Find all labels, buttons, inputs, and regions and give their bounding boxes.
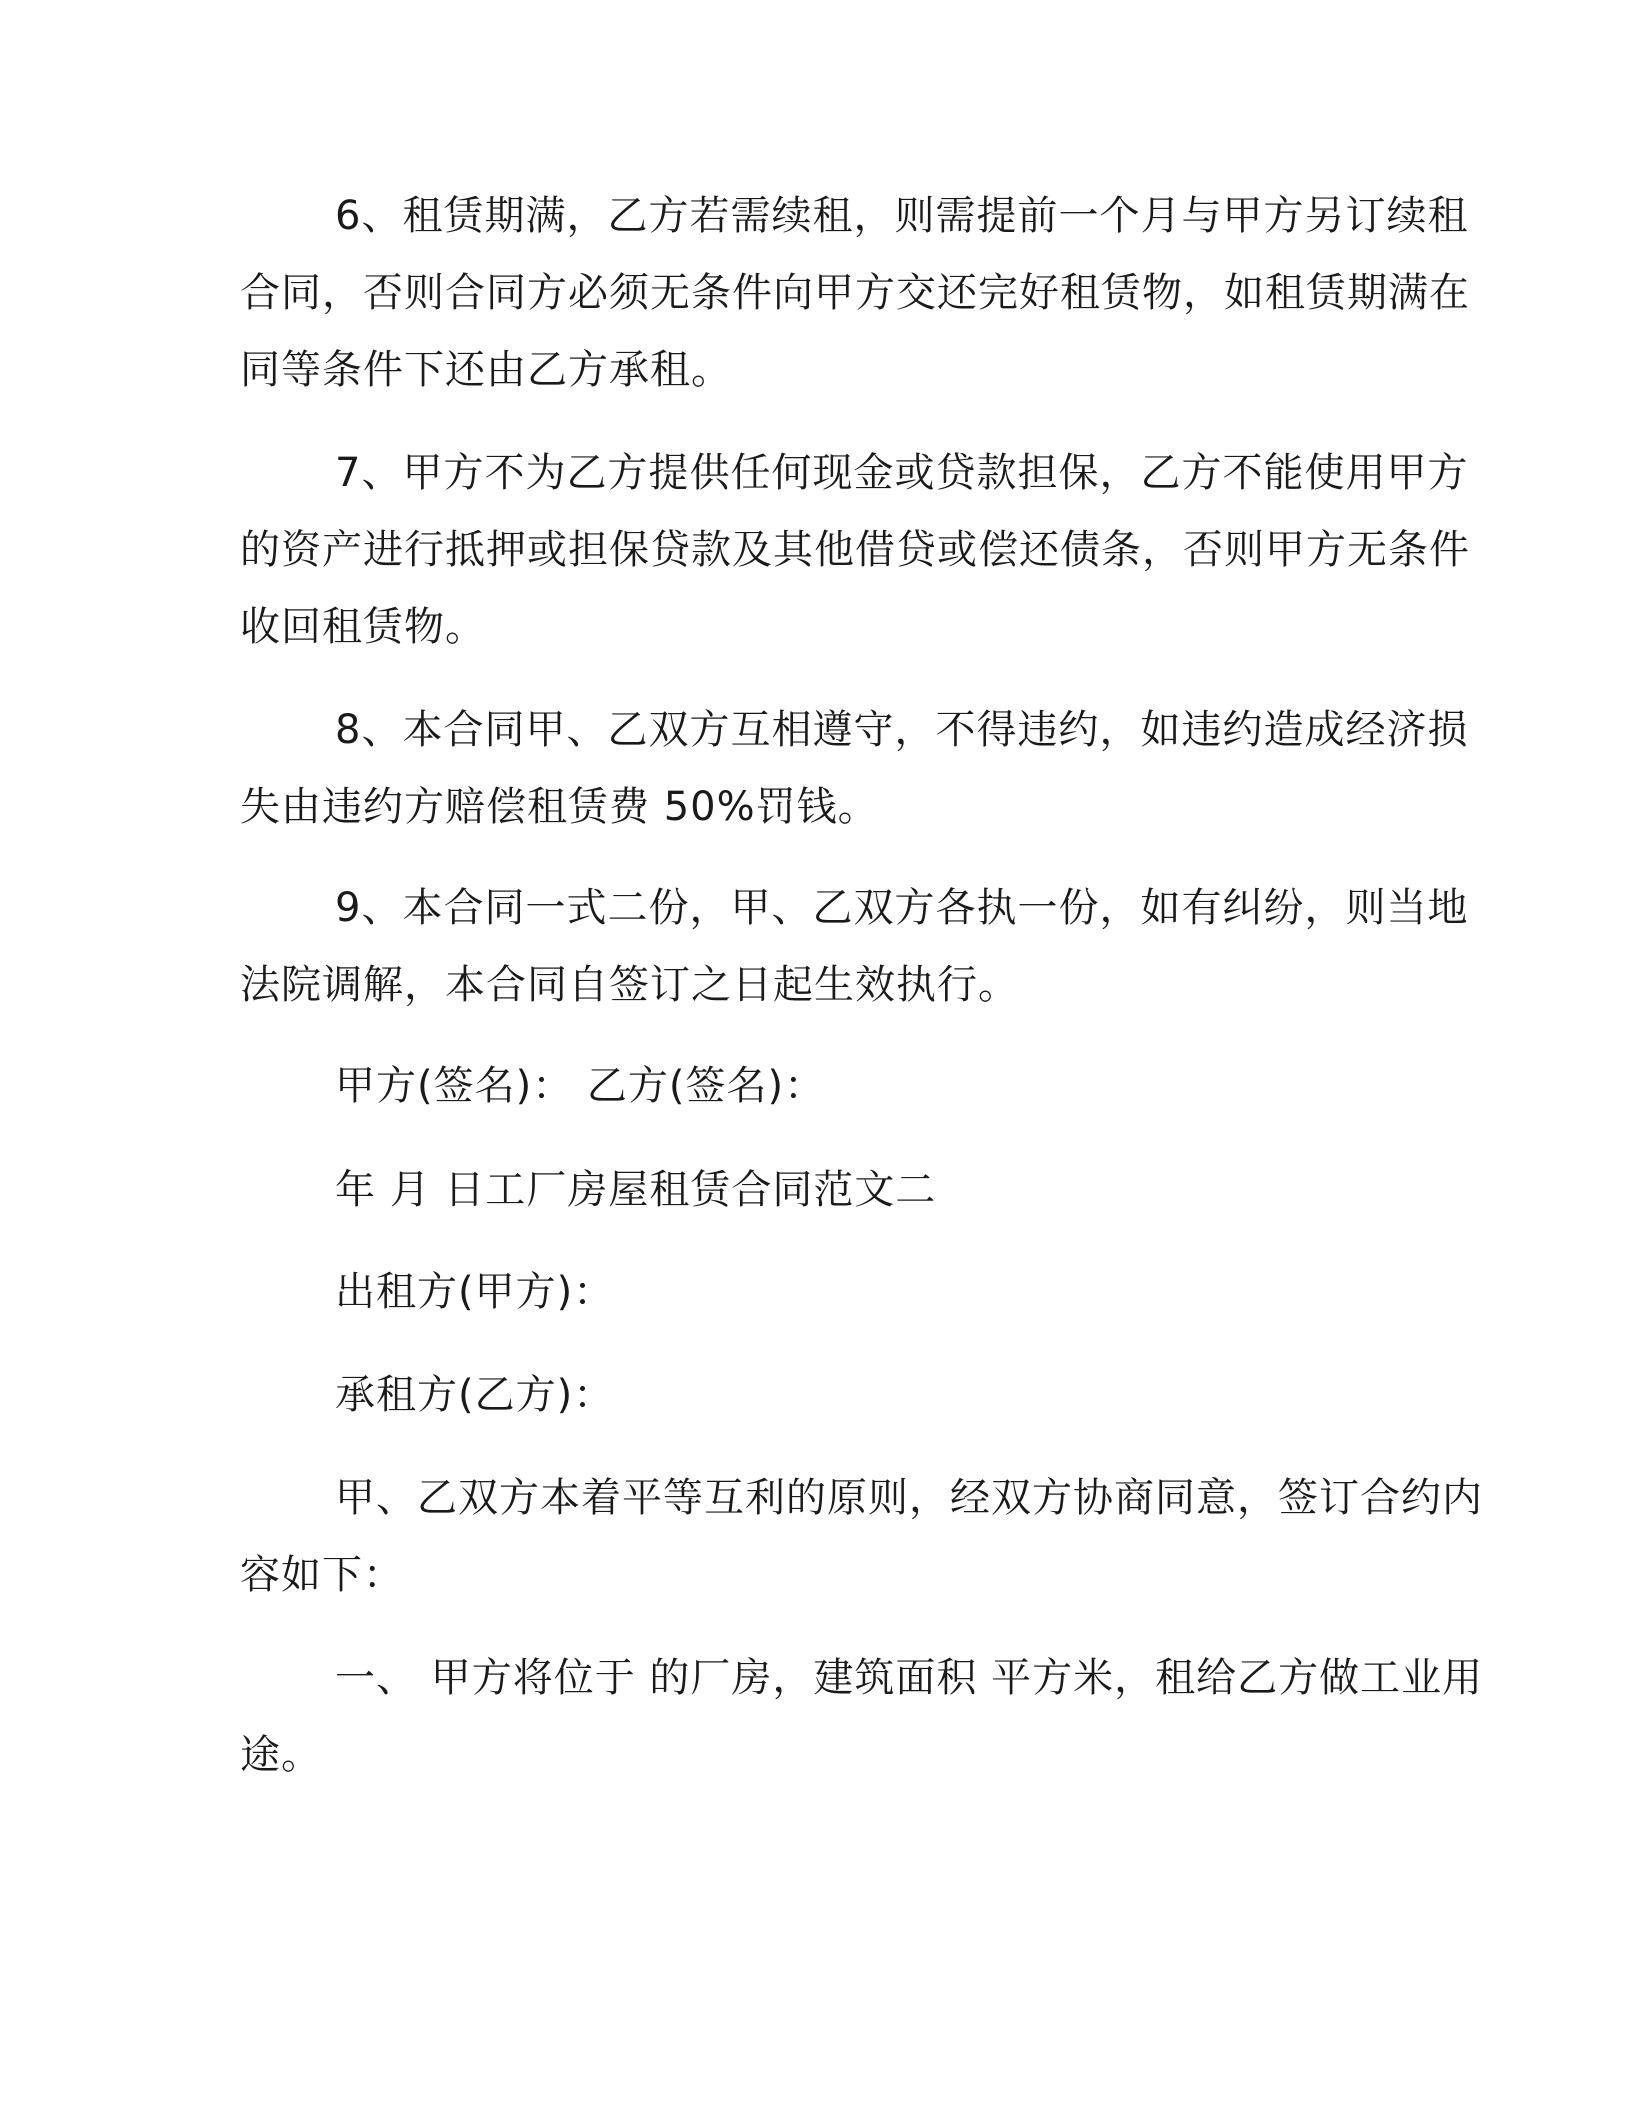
clause-9 <box>240 870 1469 1024</box>
article-1-line-1: 一、 甲方将位于 的厂房，建筑面积 平方米，租给乙方做工业用 <box>335 1655 1484 1701</box>
clause-8 <box>240 692 1469 846</box>
preamble-line-2: 容如下： <box>240 1552 404 1598</box>
clause-8-line-1: 8、本合同甲、乙双方互相遵守，不得违约，如违约造成经济损 <box>335 707 1469 753</box>
clause-7-line-3: 收回租赁物。 <box>240 604 486 650</box>
clause-9-line-1: 9、本合同一式二份，甲、乙双方各执一份，如有纠纷，则当地 <box>335 885 1469 931</box>
article-1-line-2: 途。 <box>240 1732 322 1778</box>
clause-6-line-1: 6、租赁期满，乙方若需续租，则需提前一个月与甲方另订续租 <box>335 193 1469 239</box>
clause-7-line-1: 7、甲方不为乙方提供任何现金或贷款担保，乙方不能使用甲方 <box>335 450 1469 496</box>
clause-7 <box>240 435 1470 666</box>
article-1 <box>240 1640 1484 1794</box>
preamble-line-1: 甲、乙双方本着平等互利的原则，经双方协商同意，签订合约内 <box>335 1475 1483 1521</box>
clause-8-line-2: 失由违约方赔偿租赁费 50%罚钱。 <box>240 784 879 830</box>
lessee-line: 承租方(乙方)： <box>335 1372 615 1418</box>
lessor-line: 出租方(甲方)： <box>335 1269 615 1315</box>
clause-6-line-3: 同等条件下还由乙方承租。 <box>240 347 732 393</box>
clause-7-line-2: 的资产进行抵押或担保贷款及其他借贷或偿还债条，否则甲方无条件 <box>240 527 1470 573</box>
date-and-title-line: 年 月 日工厂房屋租赁合同范文二 <box>335 1167 937 1213</box>
clause-6 <box>240 178 1470 409</box>
clause-6-line-2: 合同，否则合同方必须无条件向甲方交还完好租赁物，如租赁期满在 <box>240 270 1470 316</box>
signature-line: 甲方(签名)： 乙方(签名)： <box>335 1063 826 1109</box>
clause-9-line-2: 法院调解，本合同自签订之日起生效执行。 <box>240 962 1019 1008</box>
preamble <box>240 1460 1483 1614</box>
